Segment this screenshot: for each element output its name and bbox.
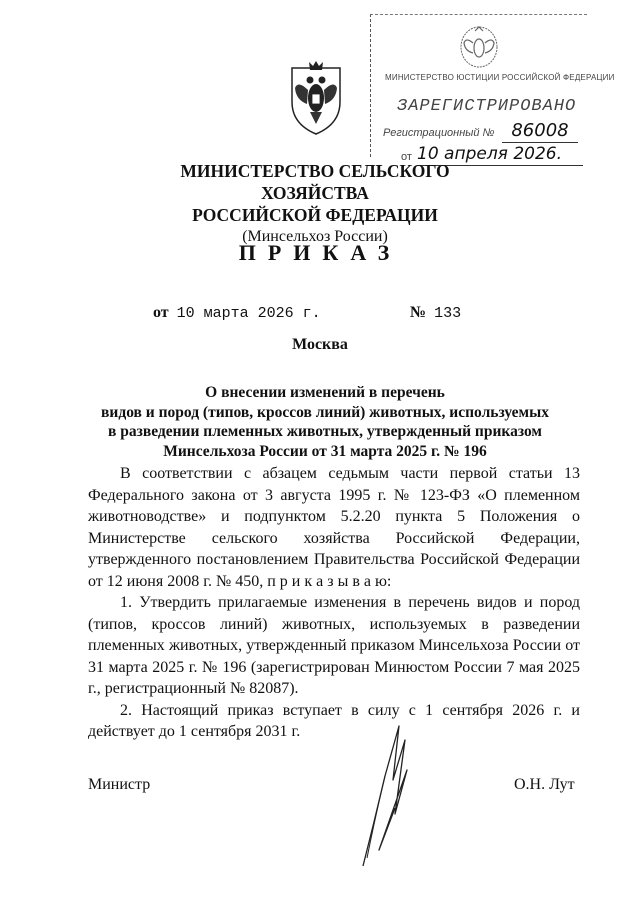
- stamp-registered: ЗАРЕГИСТРИРОВАНО: [397, 97, 577, 116]
- registration-stamp: [370, 14, 615, 164]
- stamp-reg-number: 86008: [502, 120, 578, 143]
- coat-of-arms-emblem: [286, 58, 346, 136]
- ministry-name-line2: РОССИЙСКОЙ ФЕДЕРАЦИИ: [192, 205, 438, 225]
- order-title: [90, 383, 560, 461]
- ministry-header: [150, 160, 480, 248]
- signer-name: О.Н. Лут: [514, 776, 575, 793]
- order-date-value: 10 марта 2026 г.: [176, 305, 321, 322]
- ministry-short-name: (Минсельхоз России): [242, 228, 388, 245]
- title-line: Минсельхоза России от 31 марта 2025 г. № 196: [163, 442, 487, 460]
- title-line: видов и пород (типов, кроссов линий) животных, используемых: [101, 403, 549, 421]
- document-type: ПРИКАЗ: [238, 240, 402, 265]
- title-line: в разведении племенных животных, утвержденный приказом: [108, 423, 542, 440]
- order-number: [410, 304, 461, 322]
- order-body: [88, 463, 580, 743]
- title-line: О внесении изменений в перечень: [205, 384, 445, 401]
- stamp-emblem-icon: [457, 23, 501, 71]
- ministry-name-line1: МИНИСТЕРСТВО СЕЛЬСКОГО ХОЗЯЙСТВА: [180, 161, 450, 203]
- stamp-date-label: от: [401, 151, 412, 163]
- body-intro-paragraph: В соответствии с абзацем седьмым части первой статьи 13 Федерального закона от 3 августа 1995 г. № 123-ФЗ «О племенном животноводстве» и подпунктом 5.2.20 пункта 5 Положения о Министерстве сельского хозяйства Российской Федерации, утвержденного постановлением Правительства Российской Федерации от 12 июня 2008 г. № 450, п р и к а з ы в а ю:: [88, 465, 580, 590]
- order-number-label: №: [410, 304, 427, 321]
- body-item-2: 2. Настоящий приказ вступает в силу с 1 сентября 2026 г. и действует до 1 сентября 2031 г.: [88, 701, 580, 740]
- order-date: [153, 304, 321, 322]
- signer-role: Министр: [88, 776, 151, 793]
- handwritten-signature: [355, 718, 425, 868]
- stamp-authority: МИНИСТЕРСТВО ЮСТИЦИИ РОССИЙСКОЙ ФЕДЕРАЦИИ: [385, 73, 615, 82]
- stamp-reg-date: 10 апреля 2026.: [417, 143, 583, 166]
- order-date-label: от: [153, 304, 169, 321]
- order-city: Москва: [292, 336, 348, 353]
- order-number-value: 133: [434, 305, 462, 322]
- body-item-1: 1. Утвердить прилагаемые изменения в перечень видов и пород (типов, кроссов линий) животных, используемых в разведении племенных животных, утвержденный приказом Минсельхоза России от 31 марта 2025 г. № 196 (зарегистрирован Минюстом России 7 мая 2025 г., регистрационный № 82087).: [88, 594, 580, 697]
- stamp-reg-label: Регистрационный №: [383, 127, 495, 139]
